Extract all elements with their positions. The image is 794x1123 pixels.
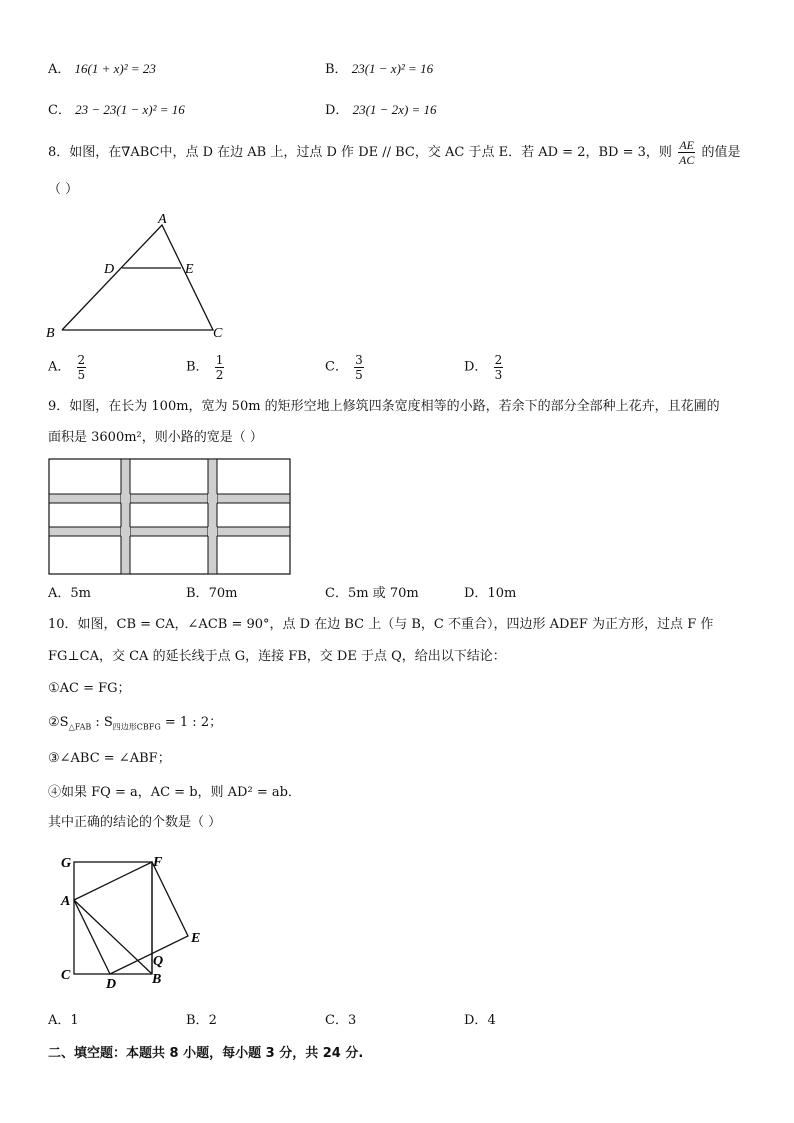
path-vertical-2	[208, 459, 217, 574]
q10-option-d	[464, 1012, 496, 1030]
option-label: A．	[48, 1013, 71, 1028]
q8-answer-paren: （ ）	[48, 182, 79, 197]
section-heading: 二、填空题：本题共 8 小题，每小题 3 分，共 24 分.	[48, 1046, 364, 1061]
option-label: D．	[464, 359, 488, 375]
option-label: B．	[186, 359, 209, 375]
option-label: D．	[325, 103, 349, 118]
option-label: A．	[48, 62, 71, 77]
q8-option-c	[325, 353, 366, 382]
option-fraction	[354, 353, 364, 382]
q10-conclusion-2	[48, 714, 222, 737]
conclusion-text: : S	[91, 715, 113, 730]
q10-square-figure	[55, 850, 215, 990]
path-crossing	[121, 527, 130, 536]
fraction-numerator: AE	[679, 138, 695, 152]
q7-option-c	[48, 101, 185, 120]
fraction-denominator: 5	[355, 368, 363, 382]
option-text: 1	[70, 1013, 79, 1028]
subscript: 四边形CBFG	[112, 722, 161, 732]
path-crossing	[208, 527, 217, 536]
option-text: 2	[208, 1013, 217, 1028]
q10-conclusion-1: ①AC = FG；	[48, 681, 131, 696]
q9-rectangle-figure	[48, 458, 292, 576]
q9-option-d	[464, 585, 516, 603]
segment-ab	[74, 900, 152, 974]
label-a: A	[61, 894, 71, 909]
q8-triangle-figure	[40, 205, 240, 345]
field-outline	[49, 459, 290, 574]
label-b: B	[46, 326, 55, 341]
fraction-denominator: 3	[494, 368, 503, 382]
option-text: 10m	[487, 586, 517, 601]
path-horizontal-1	[49, 494, 290, 503]
subscript: △FAB	[68, 722, 92, 732]
q7-option-d	[325, 101, 437, 120]
q9-option-a	[48, 585, 91, 603]
q10-question: 其中正确的结论的个数是（ ）	[48, 815, 222, 830]
option-text: 4	[487, 1013, 496, 1028]
option-text: 5m 或 70m	[347, 586, 419, 601]
fraction-numerator: 2	[77, 353, 86, 367]
conclusion-text: = 1 : 2；	[160, 715, 223, 730]
q9-stem-line2: 面积是 3600m²，则小路的宽是（ ）	[48, 430, 263, 445]
q10-option-c	[325, 1012, 356, 1030]
label-d: D	[106, 977, 117, 990]
rectangle-gcbf	[74, 862, 152, 974]
q8-stem-text: 8．如图，在∇ABC中，点 D 在边 AB 上，过点 D 作 DE // BC，交 AC 于点 E．若 AD = 2，BD = 3，则	[48, 145, 672, 160]
fraction-denominator: 2	[215, 368, 224, 382]
label-e: E	[185, 262, 194, 277]
fraction-numerator: 3	[355, 353, 363, 367]
label-q: Q	[153, 954, 164, 969]
option-label: A．	[48, 359, 71, 375]
q7-option-a	[48, 60, 156, 79]
label-a: A	[158, 212, 167, 227]
option-text: 3	[347, 1013, 357, 1028]
option-fraction	[215, 353, 225, 382]
option-text: 70m	[208, 586, 238, 601]
fraction-numerator: 2	[494, 353, 503, 367]
square-adef	[74, 862, 188, 974]
q8-option-d	[464, 353, 505, 382]
q8-option-b	[186, 353, 226, 382]
option-label: A．	[48, 586, 71, 601]
q9-option-b	[186, 585, 237, 603]
label-c: C	[213, 326, 223, 341]
conclusion-text: ②S	[48, 715, 69, 730]
option-label: D．	[464, 1013, 488, 1028]
path-horizontal-2	[49, 527, 290, 536]
q7-option-b	[325, 60, 433, 79]
q10-stem-line2: FG⊥CA，交 CA 的延长线于点 G，连接 FB，交 DE 于点 Q，给出以下结论：	[48, 649, 506, 664]
option-label: B．	[186, 586, 209, 601]
option-fraction	[494, 353, 504, 382]
option-label: C．	[48, 103, 71, 118]
option-expression: 23(1 − 2x) = 16	[352, 102, 437, 117]
q9-stem-line1: 9．如图，在长为 100m，宽为 50m 的矩形空地上修筑四条宽度相等的小路，若余下的部分全部种上花卉，且花圃的	[48, 399, 720, 414]
q10-option-a	[48, 1012, 79, 1030]
label-e: E	[191, 931, 201, 946]
q8-stem	[48, 138, 741, 167]
option-expression: 23(1 − x)² = 16	[351, 61, 434, 76]
path-crossing	[208, 494, 217, 503]
q9-option-c	[325, 585, 419, 603]
option-expression: 16(1 + x)² = 23	[74, 61, 156, 76]
option-label: C．	[325, 586, 348, 601]
option-label: D．	[464, 586, 488, 601]
fraction-denominator: AC	[679, 153, 695, 167]
option-expression: 23 − 23(1 − x)² = 16	[75, 102, 185, 117]
option-text: 5m	[70, 586, 91, 601]
label-b: B	[152, 972, 162, 987]
option-fraction	[77, 353, 87, 382]
fraction-denominator: 5	[77, 368, 86, 382]
fraction-numerator: 1	[215, 353, 224, 367]
path-vertical-1	[121, 459, 130, 574]
label-c: C	[61, 968, 71, 983]
label-f: F	[153, 855, 163, 870]
q10-option-b	[186, 1012, 217, 1030]
q8-stem-end: 的值是	[701, 145, 741, 160]
option-label: B．	[186, 1013, 209, 1028]
label-g: G	[61, 856, 72, 871]
option-label: C．	[325, 359, 348, 375]
option-label: C．	[325, 1013, 348, 1028]
q10-conclusion-3: ③∠ABC = ∠ABF；	[48, 751, 171, 766]
label-d: D	[104, 262, 115, 277]
triangle-abc	[62, 225, 213, 330]
q10-stem-line1: 10．如图，CB = CA，∠ACB = 90°，点 D 在边 BC 上（与 B，C 不重合），四边形 ADEF 为正方形，过点 F 作	[48, 617, 714, 632]
option-label: B．	[325, 62, 348, 77]
q8-option-a	[48, 353, 88, 382]
path-crossing	[121, 494, 130, 503]
q10-conclusion-4: ④如果 FQ = a，AC = b，则 AD² = ab．	[48, 785, 301, 800]
q8-fraction	[678, 138, 695, 167]
